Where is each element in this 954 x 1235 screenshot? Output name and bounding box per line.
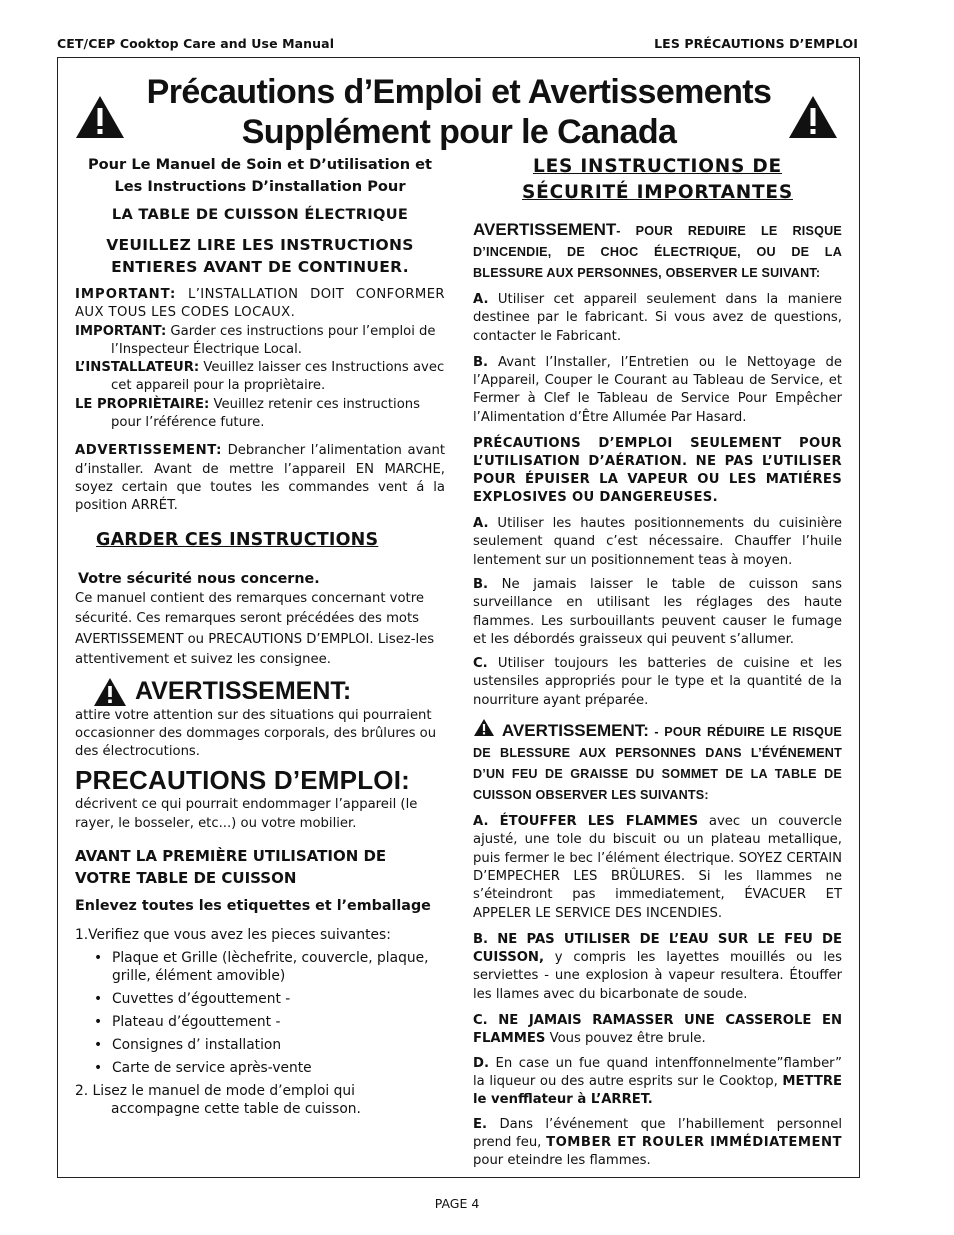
rule-c2: C. Utiliser toujours les batteries de cuisine et les ustensiles appropriés pour le type et la quantité de la nourriture ayant préparée. <box>473 656 842 708</box>
rule-a1: A. Utiliser cet appareil seulement dans la maniere destinee par le fabricant. Si vous avez de questions, contacter le Fabricant. <box>473 292 842 344</box>
left-column <box>75 154 445 1118</box>
read-line-2: ENTIERES AVANT DE CONTINUER. <box>111 258 409 276</box>
enlevez-heading: Enlevez toutes les etiquettes et l’emballage <box>75 898 431 915</box>
list-item-1: 1.Verifiez que vous avez les pieces suivantes: <box>75 927 391 944</box>
avertissement-1: AVERTISSEMENT- POUR REDUIRE LE RISQUE D’INCENDIE, DE CHOC ÉLECTRIQUE, OU DE LA BLESSURE AUX PERSONNES, OBSERVER LE SUIVANT: <box>473 220 842 280</box>
advertissement-note: ADVERTISSEMENT: Debrancher l’alimentation avant d’installer. Avant de mettre l’appareil EN MARCHE, soyez certain que toutes les commandes vent á la position ARRÉT. <box>75 443 445 514</box>
warning-triangle-icon <box>473 718 495 737</box>
avertissement-2: AVERTISSEMENT: - POUR RÉDUIRE LE RISQUE DE BLESSURE AUX PERSONNES DANS L’ÉVÉNEMENT D’UN FEU DE GRAISSE DU SOMMET DE LA TABLE DE CUISSON OBSERVER LES SUIVANTS: <box>473 718 842 805</box>
title-line-1: Précautions d’Emploi et Avertissements <box>146 73 772 111</box>
securite-text: Ce manuel contient des remarques concernant votre sécurité. Ces remarques seront précédées des mots AVERTISSEMENT ou PRECAUTIONS D’EMPLOI. Lisez-les attentivement et suivez les consignee. <box>75 590 435 668</box>
header-left: CET/CEP Cooktop Care and Use Manual <box>57 36 335 51</box>
precautions-text: décrivent ce qui pourrait endommager l’appareil (le rayer, le bosseler, etc...) ou votre mobilier. <box>75 797 418 831</box>
intro-line-3: LA TABLE DE CUISSON ÉLECTRIQUE <box>111 206 409 223</box>
title-line-2: Supplément pour le Canada <box>241 113 677 151</box>
rule-b1: B. Avant l’Installer, l’Entretien ou le Nettoyage de l’Appareil, Couper le Courant au Tableau de Service, et Fermer à Clef le Tableau de Service Pour Empêcher l’Alimentation d’Être Allumée Par Hasard. <box>473 354 842 425</box>
pieces-list <box>75 949 445 1077</box>
proprietaire-note: LE PROPRIÈTAIRE: Veuillez retenir ces instructions pour l’référence future. <box>75 396 420 431</box>
rule-b2: B. Ne jamais laisser le table de cuisson sans surveillance en utilisant les réglages des haute flammes. Les surbouillants peuvent causer le fumage et les débordés graisseux qui peuvent s’allumer. <box>473 576 842 647</box>
precautions-aeration: PRÉCAUTIONS D’EMPLOI SEULEMENT POUR L’UTILISATION D’AÉRATION. NE PAS L’UTILISER POUR ÉPUISER LA VAPEUR OU LES MATIÉRES EXPLOSIVES OU DANGEREUSES. <box>473 436 842 506</box>
list-item: • Cuvettes d’égouttement - <box>94 991 291 1008</box>
safety-heading-1: LES INSTRUCTIONS DE <box>532 156 782 177</box>
intro-line-2: Les Instructions D’installation Pour <box>114 178 406 195</box>
installateur-note: L’INSTALLATEUR: Veuillez laisser ces Instructions avec cet appareil pour la propriètaire. <box>75 360 445 394</box>
securite-heading: Votre sécurité nous concerne. <box>78 570 320 587</box>
read-line-1: VEUILLEZ LIRE LES INSTRUCTIONS <box>106 236 414 254</box>
rule-b3: B. NE PAS UTILISER DE L’EAU SUR LE FEU DE CUISSON, y compris les layettes mouillés ou les serviettes - une explosion à vapeur resultera. Étouffer les llames avec du bicarbonate de soude. <box>473 931 842 1002</box>
avant-heading: AVANT LA PREMIÈRE UTILISATION DE VOTRE TABLE DE CUISSON <box>75 847 387 888</box>
list-item: • Plaque et Grille (lèchefrite, couvercle, plaque, grille, élément amovible) <box>94 950 429 985</box>
important-2: IMPORTANT: Garder ces instructions pour l’emploi de l’Inspecteur Électrique Local. <box>75 323 436 357</box>
list-item: • Plateau d’égouttement - <box>94 1014 281 1031</box>
right-column <box>473 154 842 1170</box>
safety-heading-2: SÉCURITÉ IMPORTANTES <box>522 182 793 203</box>
rule-a3: A. ÉTOUFFER LES FLAMMES avec un couvercle ajusté, une tole du biscuit ou un plateau metallique, puis fermer le bec l’élément électrique. SOYEZ CERTAIN D’EMPECHER LES BRÛLURES. Si les llammes ne s’éteindront pas immediatement, ÉVACUER ET APPELER LE SERVICE DES INCENDIES. <box>473 814 842 921</box>
rule-c3: C. NE JAMAIS RAMASSER UNE CASSEROLE EN FLAMMES Vous pouvez être brule. <box>473 1013 842 1047</box>
list-item: • Consignes d’ installation <box>94 1037 282 1054</box>
list-item: • Carte de service après-vente <box>94 1060 312 1077</box>
important-1: IMPORTANT: L’INSTALLATION DOIT CONFORMER AUX TOUS LES CODES LOCAUX. <box>75 287 445 321</box>
rule-e3: E. Dans l’événement que l’habillement personnel prend feu, TOMBER ET ROULER IMMÉDIATEMENT pour eteindre les flammes. <box>473 1116 842 1169</box>
avertissement-text: attire votre attention sur des situations qui pourraient occasionner des dommages corporals, des brûlures ou des électrocutions. <box>75 707 437 760</box>
rule-d3: D. En case un fue quand intenffonnelmente”flamber” la liqueur ou des autre esprits sur le Cooktop, METTRE le venfflateur à L’ARRET. <box>473 1055 842 1108</box>
avertissement-heading: AVERTISSEMENT: <box>93 677 445 707</box>
garder-heading: GARDER CES INSTRUCTIONS <box>96 529 379 550</box>
rule-a2: A. Utiliser les hautes positionnements du cuisinière seulement quand c’est nécessaire. Chauffer l’huile lentement sur un positionnement teas à moyen. <box>473 516 842 568</box>
list-item-2: 2. Lisez le manuel de mode d’emploi qui accompagne cette table de cuisson. <box>75 1083 361 1118</box>
header-right: LES PRÉCAUTIONS D’EMPLOI <box>654 36 858 51</box>
precautions-heading: PRECAUTIONS D’EMPLOI: <box>75 765 410 796</box>
page-title <box>100 72 818 152</box>
warning-triangle-icon <box>93 677 127 707</box>
page-number: PAGE 4 <box>434 1196 480 1211</box>
intro-line-1: Pour Le Manuel de Soin et D’utilisation et <box>87 156 433 173</box>
